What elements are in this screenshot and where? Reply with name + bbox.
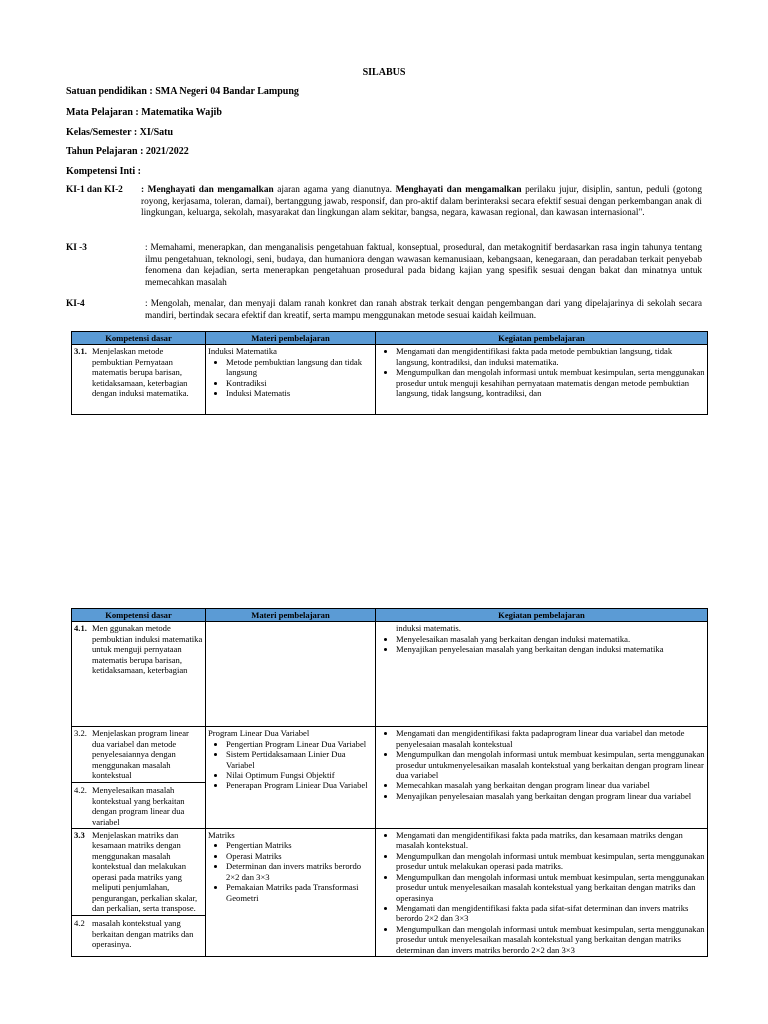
list-item: • Mengamati dan mengidentifikasi fakta pada sifat-sifat determinan dan invers matriks berordo 2×2 dan 3×3 — [396, 903, 705, 924]
list-item: • Pengertian Program Linear Dua Variabel — [226, 739, 373, 749]
list-item: • Kontradiksi — [226, 378, 373, 388]
kd-divider — [72, 915, 205, 916]
meta-satuan: Satuan pendidikan : SMA Negeri 04 Bandar Lampung — [66, 86, 299, 97]
list-item: • Operasi Matriks — [226, 851, 373, 861]
header-materi: Materi pembelajaran — [206, 332, 376, 345]
table-row — [72, 345, 708, 415]
ki-label: KI-1 dan KI-2 — [66, 185, 123, 195]
table-header-row — [72, 332, 708, 345]
materi-cell — [206, 829, 376, 957]
kd-number: 3.3 — [74, 830, 85, 841]
kegiatan-cell — [376, 727, 708, 829]
kd-cell — [72, 727, 206, 829]
kegiatan-list — [378, 346, 705, 398]
syllabus-table-2 — [71, 608, 708, 957]
header-kompetensi: Kompetensi dasar — [72, 332, 206, 345]
list-item: • Mengumpulkan dan mengolah informasi untuk membuat kesimpulan, serta menggunakan prosedur untuk menguji kesahihan pernyataan matematis dengan metode pembuktian langsung, tidak langsung, kontradiksi, dan — [396, 367, 705, 398]
meta-mapel: Mata Pelajaran : Matematika Wajib — [66, 107, 222, 118]
list-item: • Mengamati dan mengidentifikasi fakta pada matriks, dan kesamaan matriks dengan masalah kontekstual. — [396, 830, 705, 851]
kd-cell — [72, 829, 206, 957]
kd-text: Menyelesaikan masalah kontekstual yang berkaitan dengan program linear dua variabel — [92, 785, 185, 827]
kegiatan-list — [378, 830, 705, 955]
materi-list — [208, 357, 373, 399]
materi-list — [208, 739, 373, 791]
list-item: • Menyelesaikan masalah yang berkaitan dengan induksi matematika. — [396, 634, 705, 644]
kd-text: Menjelaskan matriks dan kesamaan matriks dengan menggunakan masalah kontekstual dan melakukan operasi pada matriks yang meliputi penjumlahan, pengurangan, perkalian skalar, dan perkalian, serta transpose. — [92, 830, 198, 913]
ki-text — [141, 185, 702, 220]
kd-divider — [72, 782, 205, 783]
list-item: • Metode pembuktian langsung dan tidak langsung — [226, 357, 373, 378]
document-title: SILABUS — [362, 67, 406, 78]
kd-number: 3.1. — [74, 346, 87, 357]
ki-text-part: ajaran agama yang dianutnya. — [273, 185, 396, 195]
meta-ki-heading: Kompetensi Inti : — [66, 166, 141, 177]
kd-number: 3.2. — [74, 728, 87, 739]
list-item: • Pengertian Matriks — [226, 840, 373, 850]
kd-number: 4.2. — [74, 785, 87, 796]
kd-number: 4.1. — [74, 623, 87, 634]
ki-label: KI -3 — [66, 243, 87, 253]
kegiatan-continued: induksi matematis. — [396, 623, 461, 634]
list-item: • Mengumpulkan dan mengolah informasi untuk membuat kesimpulan, serta menggunakan prosedur untukmenyelesaikan masalah kontekstual yang berkaitan dengan program linear dua variabel — [396, 749, 705, 780]
list-item: • Penerapan Program Liniear Dua Variabel — [226, 780, 373, 790]
kd-text: masalah kontekstual yang berkaitan dengan matriks dan operasinya. — [92, 918, 194, 950]
table-row — [72, 622, 708, 727]
meta-kelas: Kelas/Semester : XI/Satu — [66, 127, 174, 138]
ki-bold-text: Menghayati dan mengamalkan — [395, 185, 522, 195]
list-item: • Nilai Optimum Fungsi Objektif — [226, 770, 373, 780]
ki-label: KI-4 — [66, 299, 85, 309]
ki-text: : Memahami, menerapkan, dan menganalisis pengetahuan faktual, konseptual, prosedural, dan metakognitif berdasarkan rasa ingin tahunya tentang ilmu pengetahuan, teknologi, seni, budaya, dan humaniora dengan wawasan kemanusiaan, kebangsaan, kenegaraan, dan peradaban terkait penyebab fenomena dan kejadian, serta menerapkan pengetahuan prosedural pada bidang kajian yang spesifik sesuai dengan bakat dan minatnya untuk memecahkan masalah — [145, 243, 702, 288]
table-row — [72, 727, 708, 829]
materi-cell — [206, 727, 376, 829]
syllabus-table-1 — [71, 331, 708, 415]
list-item: • Menyajikan penyelesaian masalah yang berkaitan dengan induksi matematika — [396, 644, 705, 654]
list-item: • Menyajikan penyelesaian masalah yang berkaitan dengan program linear dua variabel — [396, 791, 705, 801]
meta-tahun: Tahun Pelajaran : 2021/2022 — [66, 146, 189, 157]
kd-number: 4.2 — [74, 918, 85, 929]
kegiatan-cell — [376, 829, 708, 957]
table-header-row — [72, 609, 708, 622]
kegiatan-list — [378, 634, 705, 655]
materi-cell — [206, 622, 376, 727]
header-kegiatan: Kegiatan pembelajaran — [376, 332, 708, 345]
header-materi: Materi pembelajaran — [206, 609, 376, 622]
header-kegiatan: Kegiatan pembelajaran — [376, 609, 708, 622]
list-item: • Mengamati dan mengidentifikasi fakta padaprogram linear dua variabel dan metode penyelesaian masalah kontekstual — [396, 728, 705, 749]
header-kompetensi: Kompetensi dasar — [72, 609, 206, 622]
materi-heading: Program Linear Dua Variabel — [208, 728, 310, 739]
materi-heading: Matriks — [208, 830, 235, 841]
ki-bold-text: : Menghayati dan mengamalkan — [141, 185, 274, 195]
table-row — [72, 829, 708, 957]
kd-text: Men ggunakan metode pembuktian induksi matematika untuk menguji pernyataan matematis berupa barisan, ketidaksamaan, keterbagian — [92, 623, 203, 676]
list-item: • Induksi Matematis — [226, 388, 373, 398]
kd-text: Menjelaskan program linear dua variabel dan metode penyelesaiannya dengan menggunakan masalah kontekstual — [92, 728, 189, 781]
materi-heading: Induksi Matematika — [208, 346, 277, 357]
kd-cell — [72, 622, 206, 727]
kegiatan-list — [378, 728, 705, 801]
list-item: • Mengumpulkan dan mengolah informasi untuk membuat kesimpulan, serta menggunakan prosedur untuk melakukan operasi pada matriks. — [396, 851, 705, 872]
list-item: • Sistem Pertidaksamaan Linier Dua Variabel — [226, 749, 373, 770]
kegiatan-cell — [376, 345, 708, 415]
materi-cell — [206, 345, 376, 415]
list-item: • Pemakaian Matriks pada Transformasi Geometri — [226, 882, 373, 903]
ki-text: : Mengolah, menalar, dan menyaji dalam ranah konkret dan ranah abstrak terkait dengan pengembangan dari yang dipelajarinya di sekolah secara mandiri, bertindak secara efektif dan kreatif, serta mampu menggunakan metode sesuai kaidah keilmuan. — [145, 299, 702, 321]
list-item: • Mengumpulkan dan mengolah informasi untuk membuat kesimpulan, serta menggunakan prosedur untuk menyelesaikan masalah kontekstual yang berkaitan dengan matriks determinan dan invers matriks berordo 2×2 dan 3×3 — [396, 924, 705, 955]
list-item: • Mengumpulkan dan mengolah informasi untuk membuat kesimpulan, serta menggunakan prosedur untuk menyelesaikan masalah kontekstual yang berkaitan dengan matriks dan operasinya — [396, 872, 705, 903]
materi-list — [208, 840, 373, 902]
list-item: • Mengamati dan mengidentifikasi fakta pada metode pembuktian langsung, tidak langsung, kontradiksi, dan induksi matematika. — [396, 346, 705, 367]
kd-cell — [72, 345, 206, 415]
list-item: • Determinan dan invers matriks berordo 2×2 dan 3×3 — [226, 861, 373, 882]
kd-text: Menjelaskan metode pembuktian Pernyataan matematis berupa barisan, ketidaksamaan, keterbagian dengan induksi matematika. — [92, 346, 189, 399]
kegiatan-cell — [376, 622, 708, 727]
list-item: • Memecahkan masalah yang berkaitan dengan program linear dua variabel — [396, 780, 705, 790]
ki-text-part: perilaku jujur, disiplin, santun, peduli (gotong royong, kerjasama, toleran, damai), bertanggung jawab, responsif, dan pro-aktif dalam berinteraksi secara efektif sesuai dengan perkembangan anak di lingkungan, keluarga, sekolah, masyarakat dan lingkungan alam sekitar, bangsa, negara, kawasan regional, dan kawasan internasional". — [141, 185, 702, 218]
